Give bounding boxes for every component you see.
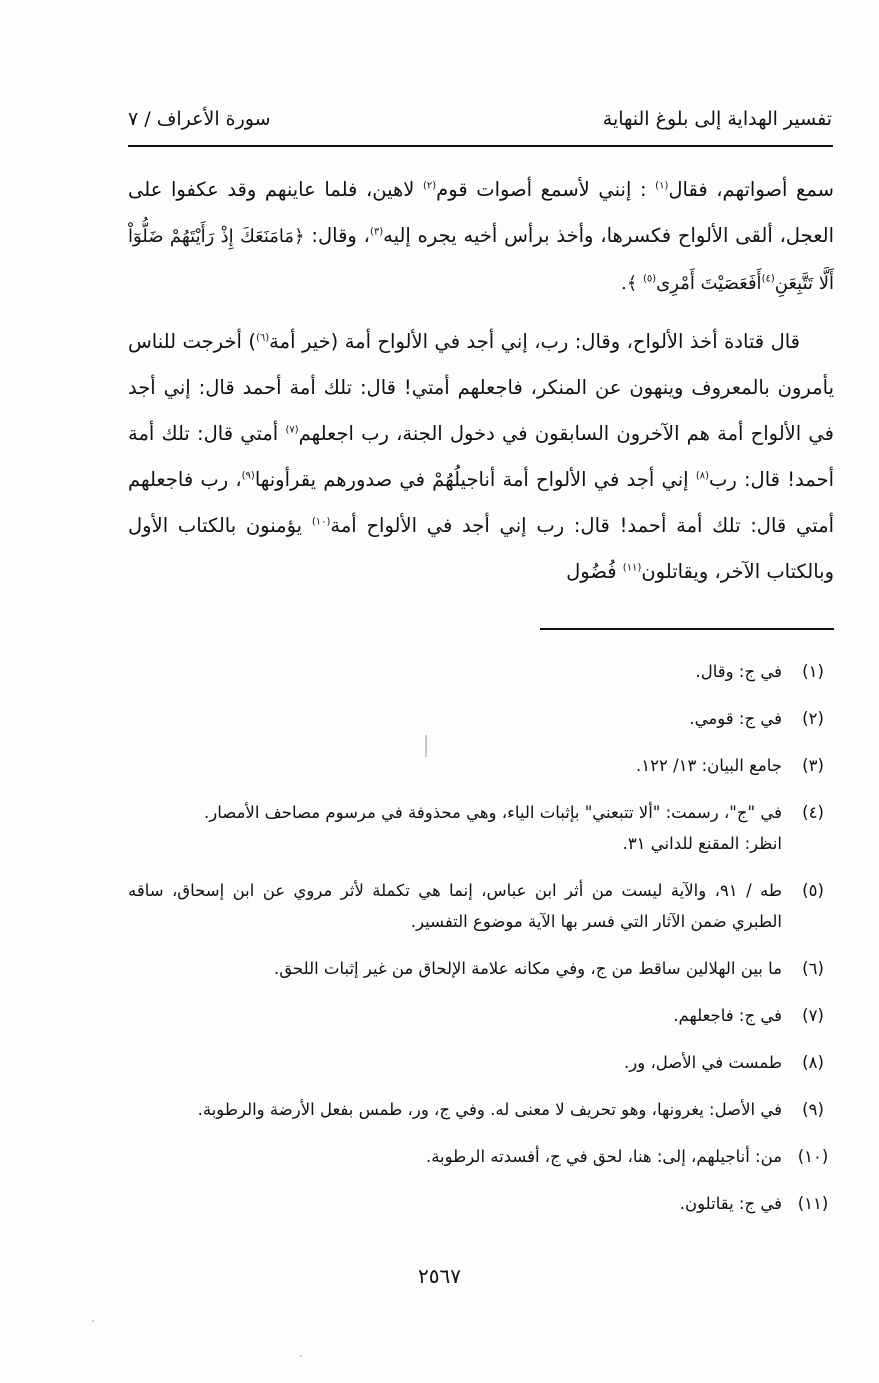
footnote — [128, 1094, 834, 1125]
footnote-number: (٢) — [802, 709, 824, 728]
running-header — [128, 104, 832, 134]
text-segment: فُضُول — [566, 560, 623, 583]
text-segment: قال قتادة أخذ الألواح، وقال: رب، إني أجد في الألواح أمة (خير أمة — [269, 330, 800, 353]
footnote-text: ما بين الهلالين ساقط من ج، وفي مكانه علامة الإلحاق من غير إثبات اللحق. — [273, 959, 782, 978]
footnote-continuation: انظر: المقنع للداني ٣١. — [622, 834, 782, 853]
footnote-ref: (١١) — [622, 562, 642, 574]
footnote-number: (١) — [802, 662, 824, 681]
main-text — [128, 167, 834, 595]
footnote-text: في ج: وقال. — [695, 662, 782, 681]
footnote — [128, 656, 834, 687]
surah-reference: سورة الأعراف / ٧ — [128, 108, 271, 130]
text-segment: : إنني لأسمع أصوات قوم — [436, 178, 656, 201]
text-segment: أمتي قال: تلك أمة أحمد! قال: رب — [128, 422, 834, 491]
text-segment: سمع أصواتهم، فقال — [668, 178, 834, 201]
footnote-ref: (٩) — [241, 470, 255, 482]
paragraph-1 — [128, 167, 834, 307]
quran-verse: ﴿مَامَنَعَكَ إِذْ رَأَيْتَهُمْ ضَلُّوٓاْ أَلَّا تَتَّبِعَنِ — [128, 226, 834, 294]
quran-verse-close: ﴾. — [620, 273, 643, 294]
footnote-text: في "ج"، رسمت: "ألا تتبعني" بإثبات الياء، وهي محذوفة في مرسوم مصاحف الأمصار. — [204, 803, 782, 822]
footnote — [128, 953, 834, 984]
footnote-text: طه / ٩١، والآية ليست من أثر ابن عباس، إنما هي تكملة لأثر مروي عن ابن إسحاق، ساقه الطبري ضمن الآثار التي فسر بها الآية موضوع التفسير. — [128, 881, 782, 931]
footnote-number: (٨) — [802, 1053, 824, 1072]
footnote-ref: (٨) — [695, 470, 709, 482]
page-number: ٢٥٦٧ — [418, 1264, 461, 1288]
footnote-text: في الأصل: يغرونها، وهو تحريف لا معنى له. وفي ج، ور، طمس بفعل الأرضة والرطوبة. — [197, 1100, 782, 1119]
text-segment: ، رب فاجعلهم أمتي قال: تلك أمة أحمد! قال: رب إني أجد في الألواح أمة — [128, 468, 834, 537]
footnote-ref: (٥) — [642, 273, 657, 285]
footnote — [128, 1000, 834, 1031]
footnote-ref: (١٠) — [311, 516, 331, 528]
footnotes — [128, 656, 834, 1235]
footnote-text: جامع البيان: ١٣/ ١٢٢. — [635, 756, 782, 775]
footnote — [128, 875, 834, 937]
footnote-ref: (٣) — [369, 226, 384, 238]
footnote-text: طمست في الأصل، ور. — [624, 1053, 782, 1072]
book-title: تفسير الهداية إلى بلوغ النهاية — [602, 108, 832, 130]
footnote-text: من: أناجيلهم، إلى: هنا، لحق في ج، أفسدته الرطوبة. — [425, 1147, 782, 1166]
quran-verse: أَفَعَصَيْتَ أَمْرِى — [656, 273, 762, 294]
scan-speck — [300, 1355, 302, 1357]
header-divider — [128, 145, 833, 147]
text-segment: لاهين، فلما عاينهم وقد عكفوا على العجل، ألقى الألواح فكسرها، وأخذ برأس أخيه يجره إليه — [128, 178, 834, 247]
footnote-number: (٣) — [802, 756, 824, 775]
footnote-ref: (١) — [655, 180, 669, 192]
footnote-text: في ج: فاجعلهم. — [673, 1006, 782, 1025]
text-segment: ) أخرجت للناس يأمرون بالمعروف وينهون عن المنكر، فاجعلهم أمتي! قال: تلك أمة أحمد قال: إني أجد في الألواح أمة هم الآخرون السابقون في دخول الجنة، رب اجعلهم — [128, 330, 834, 445]
footnote-number: (١٠) — [797, 1147, 829, 1166]
footnote — [128, 1141, 834, 1172]
scan-speck — [92, 1320, 94, 1322]
footnote-number: (٤) — [802, 803, 824, 822]
footnote-ref: (٤) — [761, 273, 775, 285]
footnote-number: (٦) — [802, 959, 824, 978]
text-segment: إني أجد في الألواح أمة أناجيلُهُمْ في صدورهم يقرأونها — [254, 468, 696, 491]
footnote — [128, 703, 834, 734]
footnote — [128, 1047, 834, 1078]
footnote-number: (٧) — [802, 1006, 824, 1025]
scan-speck — [425, 735, 427, 757]
footnote — [128, 1188, 834, 1219]
footnote-text: في ج: قومي. — [689, 709, 782, 728]
paragraph-2 — [128, 319, 834, 595]
text-segment: ، وقال: — [304, 224, 370, 247]
footnote — [128, 797, 834, 859]
footnote-ref: (٧) — [285, 424, 299, 436]
footnote-ref: (٦) — [255, 332, 270, 344]
footnote-divider — [540, 628, 834, 630]
footnote-number: (١١) — [797, 1194, 829, 1213]
footnote — [128, 750, 834, 781]
footnote-text: في ج: يقاتلون. — [679, 1194, 782, 1213]
footnote-ref: (٢) — [422, 180, 437, 192]
text-segment: يؤمنون بالكتاب الأول وبالكتاب الآخر، ويقاتلون — [128, 514, 834, 583]
footnote-number: (٩) — [802, 1100, 824, 1119]
footnote-number: (٥) — [802, 881, 824, 900]
